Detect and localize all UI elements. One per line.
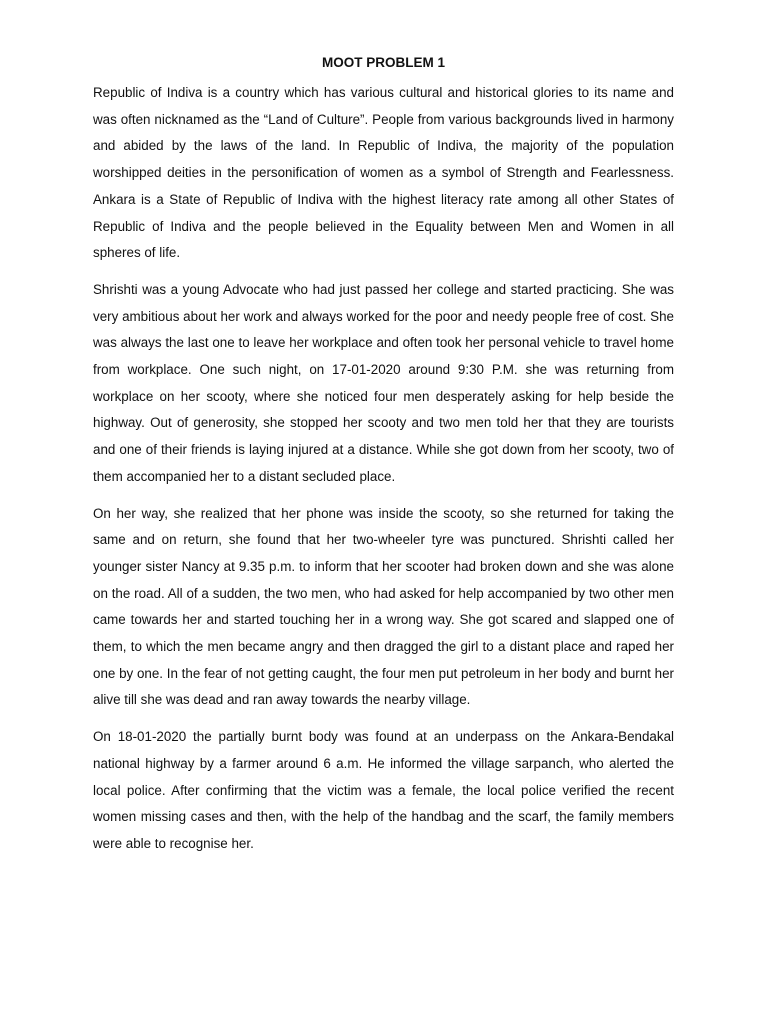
- paragraph-body-found: On 18-01-2020 the partially burnt body was found at an underpass on the Ankara-Bendakal national highway by a farmer around 6 a.m. He informed the village sarpanch, who alerted the local police. After confirming that the victim was a female, the local police verified the recent women missing cases and then, with the help of the handbag and the scarf, the family members were able to recognise her.: [93, 729, 674, 851]
- document-page: [93, 52, 674, 868]
- paragraph-shrishti-background: Shrishti was a young Advocate who had just passed her college and started practicing. She was very ambitious about her work and always worked for the poor and needy people free of cost. She was always the last one to leave her workplace and often took her personal vehicle to travel home from workplace. One such night, on 17-01-2020 around 9:30 P.M. she was returning from workplace on her scooty, where she noticed four men desperately asking for help beside the highway. Out of generosity, she stopped her scooty and two men told her that they are tourists and one of their friends is laying injured at a distance. While she got down from her scooty, two of them accompanied her to a distant secluded place.: [93, 281, 674, 484]
- paragraph-incident: On her way, she realized that her phone was inside the scooty, so she returned for taking the same and on return, she found that her two-wheeler tyre was punctured. Shrishti called her younger sister Nancy at 9.35 p.m. to inform that her scooter had broken down and she was alone on the road. All of a sudden, the two men, who had asked for help accompanied by two other men came towards her and started touching her in a wrong way. She got scared and slapped one of them, to which the men became angry and then dragged the girl to a distant place and raped her one by one. In the fear of not getting caught, the four men put petroleum in her body and burnt her alive till she was dead and ran away towards the nearby village.: [93, 505, 674, 708]
- paragraph-republic-of-indiva: Republic of Indiva is a country which has various cultural and historical glories to its name and was often nicknamed as the “Land of Culture”. People from various backgrounds lived in harmony and abided by the laws of the land. In Republic of Indiva, the majority of the population worshipped deities in the personification of women as a symbol of Strength and Fearlessness. Ankara is a State of Republic of Indiva with the highest literacy rate among all other States of Republic of Indiva and the people believed in the Equality between Men and Women in all spheres of life.: [93, 85, 674, 261]
- document-title: MOOT PROBLEM 1: [321, 55, 445, 70]
